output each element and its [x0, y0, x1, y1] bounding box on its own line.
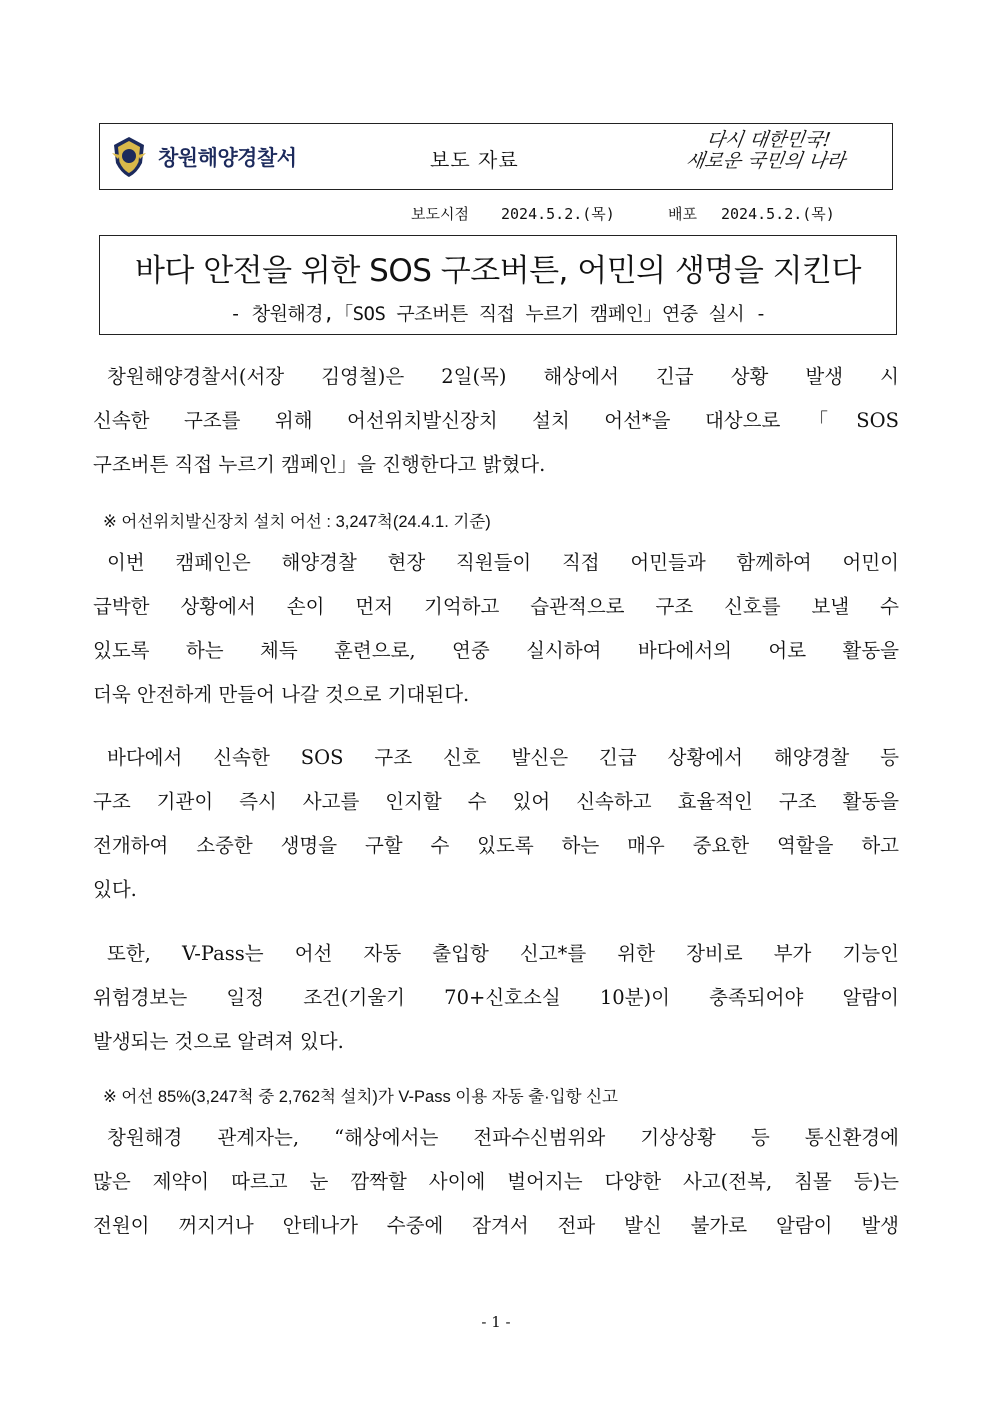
distribution-value: 2024.5.2.(목) — [721, 205, 835, 223]
footnote-1: ※ 어선위치발신장치 설치 어선 : 3,247척(24.4.1. 기준) — [103, 513, 491, 531]
paragraph-line: 급박한 상황에서 손이 먼저 기억하고 습관적으로 구조 신호를 보낼 수 — [93, 595, 899, 618]
paragraph-line: 더욱 안전하게 만들어 나갈 것으로 기대된다. — [93, 683, 470, 706]
distribution-label: 배포 — [668, 205, 697, 223]
paragraph-line: 또한, V-Pass는 어선 자동 출입항 신고*를 위한 장비로 부가 기능인 — [107, 942, 899, 965]
slogan-line-1: 다시 대한민국! — [705, 129, 832, 151]
footnote-2: ※ 어선 85%(3,247척 중 2,762척 설치)가 V-Pass 이용 자동 출·입항 신고 — [103, 1088, 618, 1106]
paragraph-line: 구조버튼 직접 누르기 캠페인」을 진행한다고 밝혔다. — [93, 453, 546, 476]
headline: 바다 안전을 위한 SOS 구조버튼, 어민의 생명을 지킨다 — [134, 253, 861, 289]
paragraph-line: 있도록 하는 체득 훈련으로, 연중 실시하여 바다에서의 어로 활동을 — [93, 639, 899, 662]
paragraph-line: 위험경보는 일정 조건(기울기 70+신호소실 10분)이 충족되어야 알람이 — [93, 986, 899, 1009]
paragraph-2 — [93, 541, 899, 717]
paragraph-line: 있다. — [93, 878, 137, 901]
paragraph-line: 이번 캠페인은 해양경찰 현장 직원들이 직접 어민들과 함께하여 어민이 — [107, 551, 899, 574]
paragraph-3 — [93, 736, 899, 912]
paragraph-line: 전원이 꺼지거나 안테나가 수중에 잠겨서 전파 발신 불가로 알람이 발생 — [93, 1214, 899, 1237]
headline-box — [99, 235, 897, 335]
slogan-line-2: 새로운 국민의 나라 — [684, 150, 847, 172]
slogan — [669, 130, 865, 172]
org-name: 창원해양경찰서 — [158, 146, 297, 170]
doc-type-label: 보도 자료 — [430, 148, 519, 172]
sub-headline: - 창원해경,「SOS 구조버튼 직접 누르기 캠페인」연중 실시 - — [229, 303, 767, 325]
paragraph-line: 바다에서 신속한 SOS 구조 신호 발신은 긴급 상황에서 해양경찰 등 — [107, 746, 899, 769]
org-logo — [110, 134, 297, 180]
paragraph-line: 많은 제약이 따르고 눈 깜짝할 사이에 벌어지는 다양한 사고(전복, 침몰 등)는 — [93, 1170, 899, 1193]
paragraph-line: 구조 기관이 즉시 사고를 인지할 수 있어 신속하고 효율적인 구조 활동을 — [93, 790, 899, 813]
press-release-header — [99, 123, 893, 190]
paragraph-4 — [93, 932, 899, 1064]
page-number: - 1 - — [481, 1313, 511, 1331]
paragraph-5 — [93, 1116, 899, 1248]
paragraph-line: 전개하여 소중한 생명을 구할 수 있도록 하는 매우 중요한 역할을 하고 — [93, 834, 899, 857]
paragraph-line: 창원해경 관계자는, “해상에서는 전파수신범위와 기상상황 등 통신환경에 — [107, 1126, 899, 1149]
paragraph-line: 발생되는 것으로 알려져 있다. — [93, 1030, 344, 1053]
release-time-label: 보도시점 — [411, 205, 469, 223]
paragraph-line: 창원해양경찰서(서장 김영철)은 2일(목) 해상에서 긴급 상황 발생 시 — [107, 365, 899, 388]
release-time-value: 2024.5.2.(목) — [501, 205, 615, 223]
coast-guard-emblem-icon — [110, 135, 148, 179]
paragraph-line: 신속한 구조를 위해 어선위치발신장치 설치 어선*을 대상으로「SOS — [93, 409, 899, 432]
paragraph-1 — [93, 355, 899, 487]
